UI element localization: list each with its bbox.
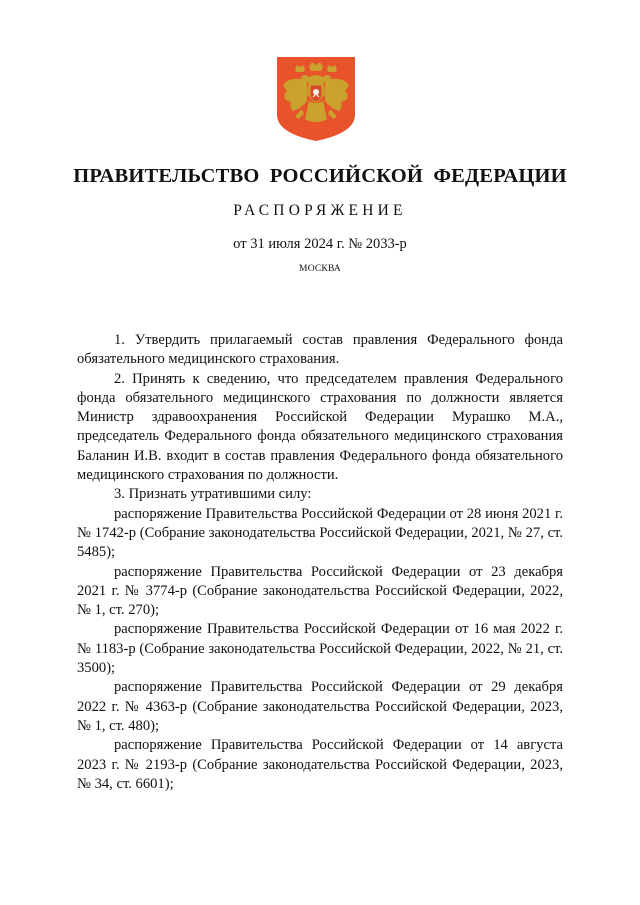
paragraph-repeal-heading: 3. Признать утратившими силу:	[114, 486, 312, 503]
paragraph-approve-composition: 1. Утвердить прилагаемый состав правления Федерального фонда обязательного медицинского страхования.	[77, 332, 563, 368]
repealed-order-item: распоряжение Правительства Российской Федерации от 16 мая 2022 г. № 1183-р (Собрание законодательства Российской Федерации, 2022, № 21, ст. 3500);	[77, 621, 563, 677]
paragraph-chairman-notice: 2. Принять к сведению, что председателем правления Федерального фонда обязательного медицинского страхования по должности является Министр здравоохранения Российской Федерации Мурашко М.А., председатель Федерального фонда обязательного медицинского страхования Баланин И.В. входит в состав правления Федерального фонда обязательного медицинского страхования по должности.	[77, 370, 563, 484]
document-type: РАСПОРЯЖЕНИЕ	[233, 202, 407, 219]
repealed-order-item: распоряжение Правительства Российской Федерации от 23 декабря 2021 г. № 3774-р (Собрание законодательства Российской Федерации, 2022, № 1, ст. 270);	[77, 563, 563, 619]
coat-of-arms-icon	[275, 55, 357, 143]
document-body	[77, 331, 563, 794]
repealed-order-item: распоряжение Правительства Российской Федерации от 28 июня 2021 г. № 1742-р (Собрание законодательства Российской Федерации, 2021, № 27, ст. 5485);	[77, 505, 563, 561]
repealed-order-item: распоряжение Правительства Российской Федерации от 29 декабря 2022 г. № 4363-р (Собрание законодательства Российской Федерации, 2023, № 1, ст. 480);	[77, 679, 563, 734]
government-title: ПРАВИТЕЛЬСТВО РОССИЙСКОЙ ФЕДЕРАЦИИ	[73, 165, 567, 187]
repealed-order-item: распоряжение Правительства Российской Федерации от 14 августа 2023 г. № 2193-р (Собрание законодательства Российской Федерации, 2023, № 34, ст. 6601);	[77, 737, 563, 792]
document-date-number: от 31 июля 2024 г. № 2033-р	[233, 236, 407, 252]
document-city: МОСКВА	[299, 264, 341, 274]
